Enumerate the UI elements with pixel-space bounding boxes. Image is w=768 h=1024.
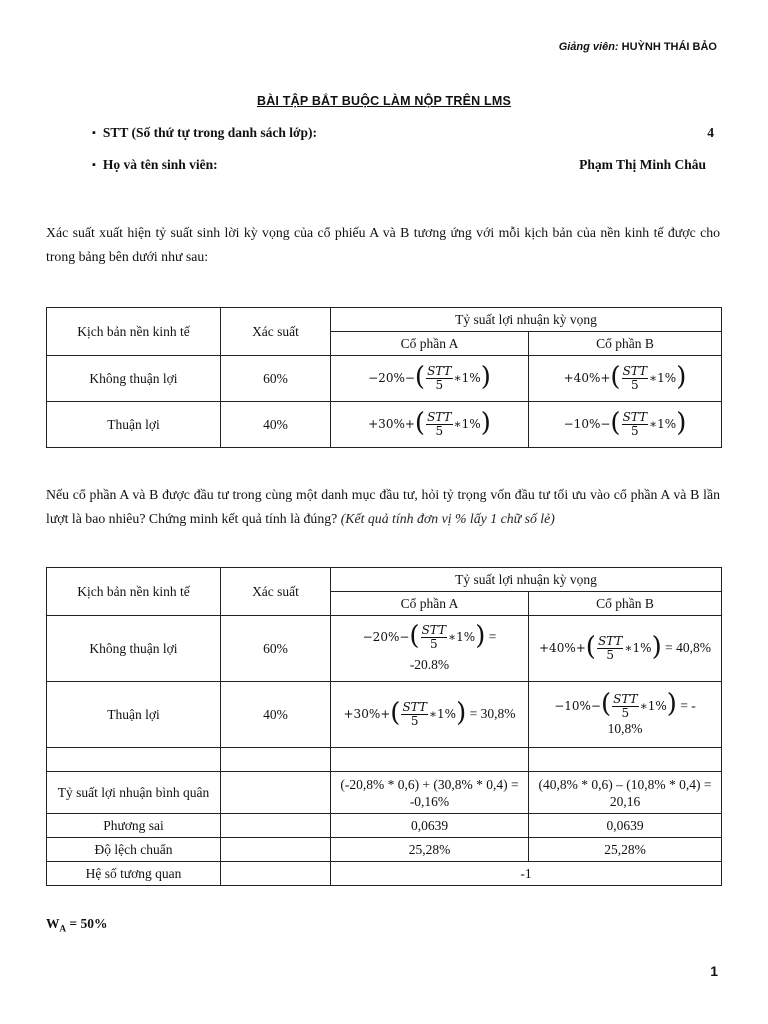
header-probability: Xác suất <box>221 568 331 616</box>
prob-unfavorable: 60% <box>221 616 331 682</box>
lecturer-label: Giảng viên: <box>558 41 619 53</box>
std-dev-b: 25,28% <box>529 838 722 862</box>
student-name-row <box>92 157 714 173</box>
correlation-label: Hệ số tương quan <box>47 862 221 886</box>
lecturer-name: HUỲNH THÁI BẢO <box>621 41 717 53</box>
question-paragraph <box>46 483 720 531</box>
result-a-favorable: +30%+( $\frac{\text{STT}}{5}$ ∗1%) = 30,8% <box>331 682 529 748</box>
table-row <box>47 862 722 886</box>
result-b-unfavorable: +40%+( $\frac{\text{STT}}{5}$ ∗1%) = 40,8% <box>529 616 722 682</box>
prob-unfavorable: 60% <box>221 356 331 402</box>
header-stock-b: Cổ phần B <box>529 332 722 356</box>
page-number: 1 <box>710 963 718 979</box>
variance-b: 0,0639 <box>529 814 722 838</box>
formula-a-unfavorable: −20%−( $\frac{\text{STT}}{5}$ ∗1%) <box>331 356 529 402</box>
stt-row <box>92 125 714 141</box>
result-b-favorable: −10%−( $\frac{\text{STT}}{5}$ ∗1%) = - 10,8% <box>529 682 722 748</box>
weight-a-result: $W_A = 50\%$ <box>46 916 108 934</box>
table-row <box>47 838 722 862</box>
scenario-unfavorable: Không thuận lợi <box>47 616 221 682</box>
formula-b-unfavorable: +40%+( $\frac{\text{STT}}{5}$ ∗1%) <box>529 356 722 402</box>
mean-return-label: Tỷ suất lợi nhuận bình quân <box>47 772 221 814</box>
formula-a-favorable: +30%+( $\frac{\text{STT}}{5}$ ∗1%) <box>331 402 529 448</box>
question-text: Nếu cổ phần A và B được đầu tư trong cùng một danh mục đầu tư, hỏi tỷ trọng vốn đầu tư tối ưu vào cổ phần A và B lần lượt là bao nhiêu? Chứng minh kết quả tính là đúng? <box>46 487 720 526</box>
intro-paragraph: Xác suất xuất hiện tỷ suất sinh lời kỳ vọng của cổ phiếu A và B tương ứng với mỗi kịch bản của nền kinh tế được cho trong bảng bên dưới như sau: <box>46 225 720 264</box>
result-a-unfavorable: −20%−( $\frac{\text{STT}}{5}$ ∗1%) = -20.8% <box>331 616 529 682</box>
header-expected-return: Tỷ suất lợi nhuận kỳ vọng <box>331 308 722 332</box>
mean-return-b: (40,8% * 0,6) – (10,8% * 0,4) = 20,16 <box>529 772 722 814</box>
table-row <box>47 356 722 402</box>
scenario-table <box>46 307 722 448</box>
student-name-value: Phạm Thị Minh Châu <box>579 157 706 172</box>
table-row <box>47 772 722 814</box>
header-stock-a: Cổ phần A <box>331 332 529 356</box>
solution-table <box>46 567 722 886</box>
lecturer-header <box>559 41 717 53</box>
std-dev-a: 25,28% <box>331 838 529 862</box>
header-stock-b: Cổ phần B <box>529 592 722 616</box>
stt-value: 4 <box>707 125 714 140</box>
header-scenario: Kịch bản nền kinh tế <box>47 568 221 616</box>
empty-row <box>47 748 722 772</box>
prob-favorable: 40% <box>221 682 331 748</box>
header-expected-return: Tỷ suất lợi nhuận kỳ vọng <box>331 568 722 592</box>
mean-return-a: (-20,8% * 0,6) + (30,8% * 0,4) = -0,16% <box>331 772 529 814</box>
header-probability: Xác suất <box>221 308 331 356</box>
table-row <box>47 402 722 448</box>
header-stock-a: Cổ phần A <box>331 592 529 616</box>
prob-favorable: 40% <box>221 402 331 448</box>
scenario-favorable: Thuận lợi <box>47 682 221 748</box>
std-dev-label: Độ lệch chuẩn <box>47 838 221 862</box>
scenario-favorable: Thuận lợi <box>47 402 221 448</box>
variance-a: 0,0639 <box>331 814 529 838</box>
header-scenario: Kịch bản nền kinh tế <box>47 308 221 356</box>
correlation-value: -1 <box>331 862 722 886</box>
table-row <box>47 616 722 682</box>
stt-label: ▪ STT (Số thứ tự trong danh sách lớp): <box>92 125 317 141</box>
table-row <box>47 682 722 748</box>
variance-label: Phương sai <box>47 814 221 838</box>
question-note: (Kết quả tính đơn vị % lấy 1 chữ số lẻ) <box>340 511 555 526</box>
formula-b-favorable: −10%−( $\frac{\text{STT}}{5}$ ∗1%) <box>529 402 722 448</box>
scenario-unfavorable: Không thuận lợi <box>47 356 221 402</box>
table-row <box>47 814 722 838</box>
student-name-label: ▪ Họ và tên sinh viên: <box>92 157 218 173</box>
document-title: BÀI TẬP BẮT BUỘC LÀM NỘP TRÊN LMS <box>256 94 512 108</box>
